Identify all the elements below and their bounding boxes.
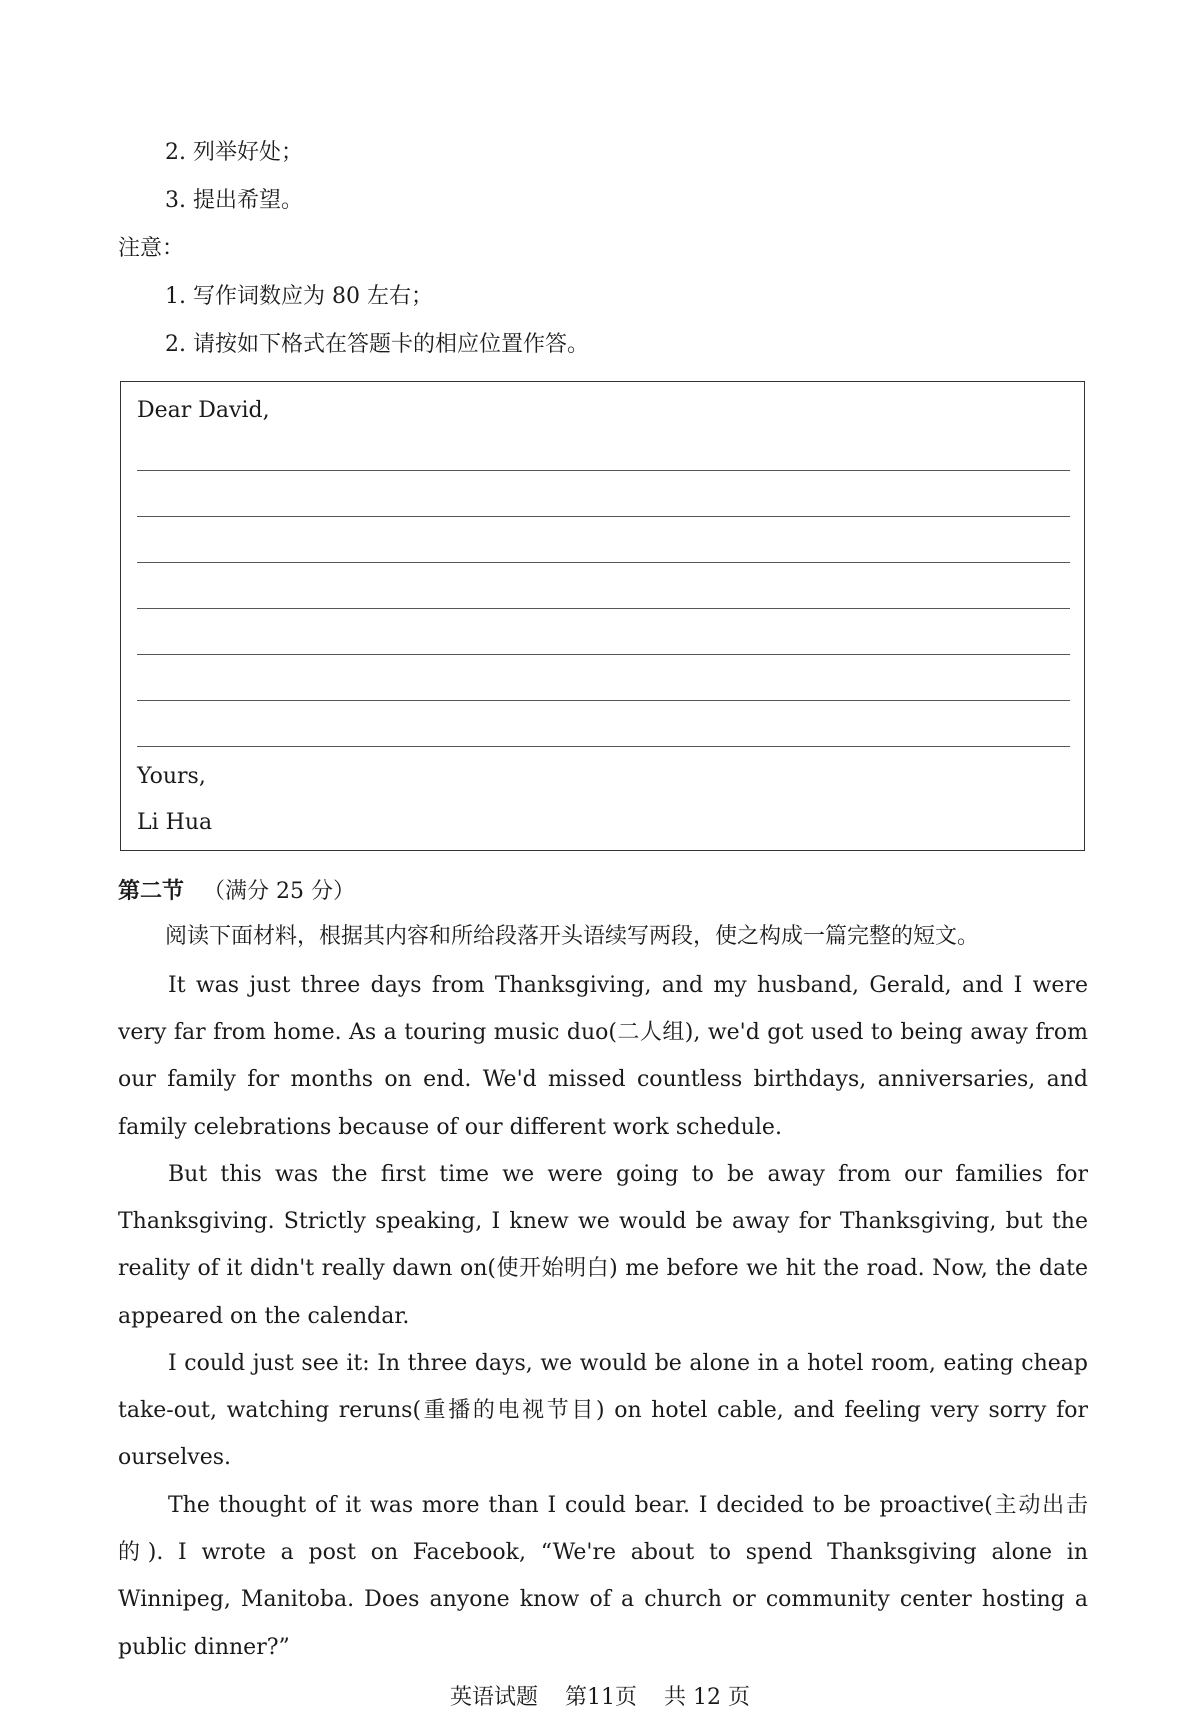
notes-item-2: 2. 请按如下格式在答题卡的相应位置作答。 bbox=[165, 332, 589, 357]
notes-item-1: 1. 写作词数应为 80 左右； bbox=[165, 284, 433, 309]
page-footer bbox=[0, 1683, 1200, 1713]
footer-page-number: 第11页 bbox=[565, 1685, 638, 1710]
answer-line bbox=[137, 516, 1070, 517]
section-title: 第二节 bbox=[118, 878, 185, 904]
section-score: （满分 25 分） bbox=[203, 879, 355, 904]
letter-answer-box bbox=[120, 381, 1085, 851]
letter-salutation: Dear David, bbox=[137, 398, 270, 423]
story-paragraph-1: It was just three days from Thanksgiving, and my husband, Gerald, and I were very far from home. As a touring music duo(二人组), we'd got used to being away from our family for months on end. We'd missed countless birthdays, anniversaries, and family celebrations because of our different work schedule. bbox=[118, 973, 1088, 1140]
notes-label: 注意： bbox=[118, 236, 185, 261]
answer-line bbox=[137, 746, 1070, 747]
section-instruction: 阅读下面材料，根据其内容和所给段落开头语续写两段，使之构成一篇完整的短文。 bbox=[165, 924, 980, 949]
story-paragraph-4: The thought of it was more than I could bear. I decided to be proactive(主动出击的). I wrote a post on Facebook, “We're about to spend Thanksgiving alone in Winnipeg, Manitoba. Does anyone know of a church or community center hosting a public dinner?” bbox=[118, 1493, 1088, 1660]
answer-line bbox=[137, 608, 1070, 609]
section-heading bbox=[118, 876, 355, 907]
footer-subject: 英语试题 bbox=[450, 1685, 539, 1710]
answer-line bbox=[137, 700, 1070, 701]
answer-line bbox=[137, 562, 1070, 563]
story-paragraph-2: But this was the first time we were going to be away from our families for Thanksgiving. Strictly speaking, I knew we would be away for Thanksgiving, but the reality of it didn't really dawn on(使开始明白) me before we hit the road. Now, the date appeared on the calendar. bbox=[118, 1162, 1088, 1329]
outline-item-3: 3. 提出希望。 bbox=[165, 188, 303, 213]
footer-total-pages: 共 12 页 bbox=[664, 1685, 750, 1710]
answer-line bbox=[137, 654, 1070, 655]
story-paragraph-3: I could just see it: In three days, we would be alone in a hotel room, eating cheap take-out, watching reruns(重播的电视节目) on hotel cable, and feeling very sorry for ourselves. bbox=[118, 1351, 1088, 1471]
letter-closing: Yours, bbox=[137, 764, 206, 789]
outline-item-2: 2. 列举好处； bbox=[165, 140, 303, 165]
answer-line bbox=[137, 470, 1070, 471]
letter-signature: Li Hua bbox=[137, 810, 213, 835]
